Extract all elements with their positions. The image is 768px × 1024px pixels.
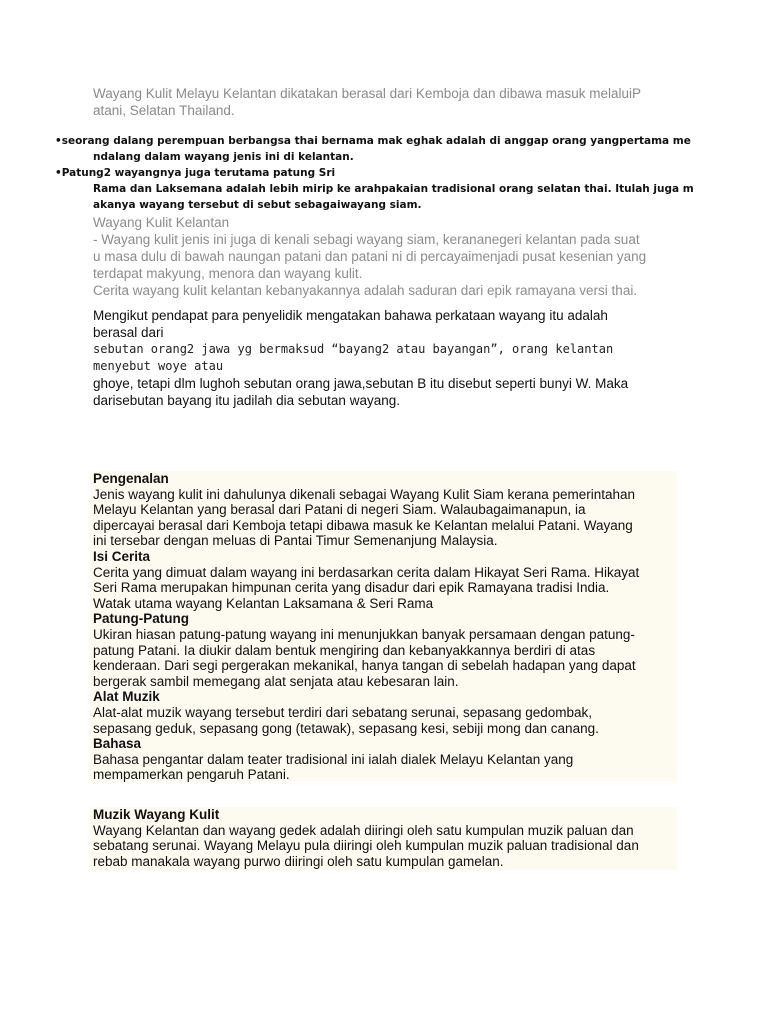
intro-line: Wayang Kulit Melayu Kelantan dikatakan berasal dari Kemboja dan dibawa masuk melaluiP xyxy=(93,86,642,101)
alat-muzik-line: Alat-alat muzik wayang tersebut terdiri dari sebatang serunai, sepasang gedombak, xyxy=(93,704,593,720)
section-title: Wayang Kulit Kelantan xyxy=(93,215,230,230)
opinion-line: Mengikut pendapat para penyelidik mengatakan bahawa perkataan wayang itu adalah xyxy=(93,308,608,323)
opinion-line: darisebutan bayang itu jadilah dia sebutan wayang. xyxy=(93,393,400,408)
muzik-line: rebab manakala wayang purwo diiringi oleh satu kumpulan gamelan. xyxy=(93,853,504,869)
bahasa-line: Bahasa pengantar dalam teater tradisional ini ialah dialek Melayu Kelantan yang xyxy=(93,751,574,767)
opinion-paragraph xyxy=(93,307,683,409)
alat-muzik-heading: Alat Muzik xyxy=(93,689,160,705)
opinion-mono-line: sebutan orang2 jawa yg bermaksud “bayang2 atau bayangan”, orang kelantan xyxy=(93,342,614,356)
patung-line: bergerak sambil memegang alat senjata atau kebesaran lain. xyxy=(93,673,459,689)
alat-muzik-line: sepasang geduk, sepasang gong (tetawak), sepasang kesi, sebiji mong dan canang. xyxy=(93,720,599,736)
muzik-line: sebatang serunai. Wayang Melayu pula diiringi oleh kumpulan muzik paluan tradisional dan xyxy=(93,838,639,854)
intro-paragraph xyxy=(93,85,678,119)
bullet-section xyxy=(55,133,694,213)
section-line: Cerita wayang kulit kelantan kebanyakannya adalah saduran dari epik ramayana versi thai. xyxy=(93,283,638,298)
wayang-kulit-kelantan-section xyxy=(93,214,683,299)
isi-cerita-line: Seri Rama merupakan himpunan cerita yang disadur dari epik Ramayana tradisi India. xyxy=(93,580,610,596)
patung-heading: Patung-Patung xyxy=(93,611,189,627)
bahasa-heading: Bahasa xyxy=(93,736,142,752)
section-line: terdapat makyung, menora dan wayang kulit. xyxy=(93,266,363,281)
opinion-line: berasal dari xyxy=(93,325,164,340)
patung-line: kenderaan. Dari segi pergerakan mekanikal, hanya tangan di sebelah hadapan yang dapat xyxy=(93,658,636,674)
info-box xyxy=(90,471,677,781)
intro-line: atani, Selatan Thailand. xyxy=(93,103,235,118)
bullet-line: ndalang dalam wayang jenis ini di kelantan. xyxy=(93,151,354,163)
muzik-heading: Muzik Wayang Kulit xyxy=(93,807,220,822)
section-line: - Wayang kulit jenis ini juga di kenali sebagi wayang siam, kerananegeri kelantan pada suat xyxy=(93,232,640,247)
bullet-line: Rama dan Laksemana adalah lebih mirip ke arahpakaian tradisional orang selatan thai. Itulah juga m xyxy=(93,183,694,195)
bahasa-line: mempamerkan pengaruh Patani. xyxy=(93,767,290,783)
pengenalan-heading: Pengenalan xyxy=(93,471,169,486)
opinion-mono-line: menyebut woye atau xyxy=(93,359,224,373)
muzik-box xyxy=(90,807,677,870)
muzik-line: Wayang Kelantan dan wayang gedek adalah diiringi oleh satu kumpulan muzik paluan dan xyxy=(93,822,634,838)
bullet-line: akanya wayang tersebut di sebut sebagaiwayang siam. xyxy=(93,199,422,211)
isi-cerita-heading: Isi Cerita xyxy=(93,548,151,564)
isi-cerita-line: Watak utama wayang Kelantan Laksamana & Seri Rama xyxy=(93,595,434,611)
opinion-line: ghoye, tetapi dlm lughoh sebutan orang jawa,sebutan B itu disebut seperti bunyi W. Maka xyxy=(93,376,629,391)
pengenalan-line: Melayu Kelantan yang berasal dari Patani di negeri Siam. Walaubagaimanapun, ia xyxy=(93,502,586,518)
pengenalan-line: ini tersebar dengan meluas di Pantai Timur Semenanjung Malaysia. xyxy=(93,533,498,549)
isi-cerita-line: Cerita yang dimuat dalam wayang ini berdasarkan cerita dalam Hikayat Seri Rama. Hikayat xyxy=(93,564,640,580)
pengenalan-line: Jenis wayang kulit ini dahulunya dikenali sebagai Wayang Kulit Siam kerana pemerintahan xyxy=(93,486,636,502)
patung-line: Ukiran hiasan patung-patung wayang ini menunjukkan banyak persamaan dengan patung- xyxy=(93,626,635,642)
bullet-line: •seorang dalang perempuan berbangsa thai bernama mak eghak adalah di anggap orang yangpertama me xyxy=(55,135,691,147)
bullet-line: •Patung2 wayangnya juga terutama patung Sri xyxy=(55,167,336,179)
section-line: u masa dulu di bawah naungan patani dan patani ni di percayaimenjadi pusat kesenian yang xyxy=(93,249,647,264)
patung-line: patung Patani. Ia diukir dalam bentuk mengiring dan kebanyakkannya berdiri di atas xyxy=(93,642,596,658)
pengenalan-line: dipercayai berasal dari Kemboja tetapi dibawa masuk ke Kelantan melalui Patani. Wayang xyxy=(93,517,633,533)
